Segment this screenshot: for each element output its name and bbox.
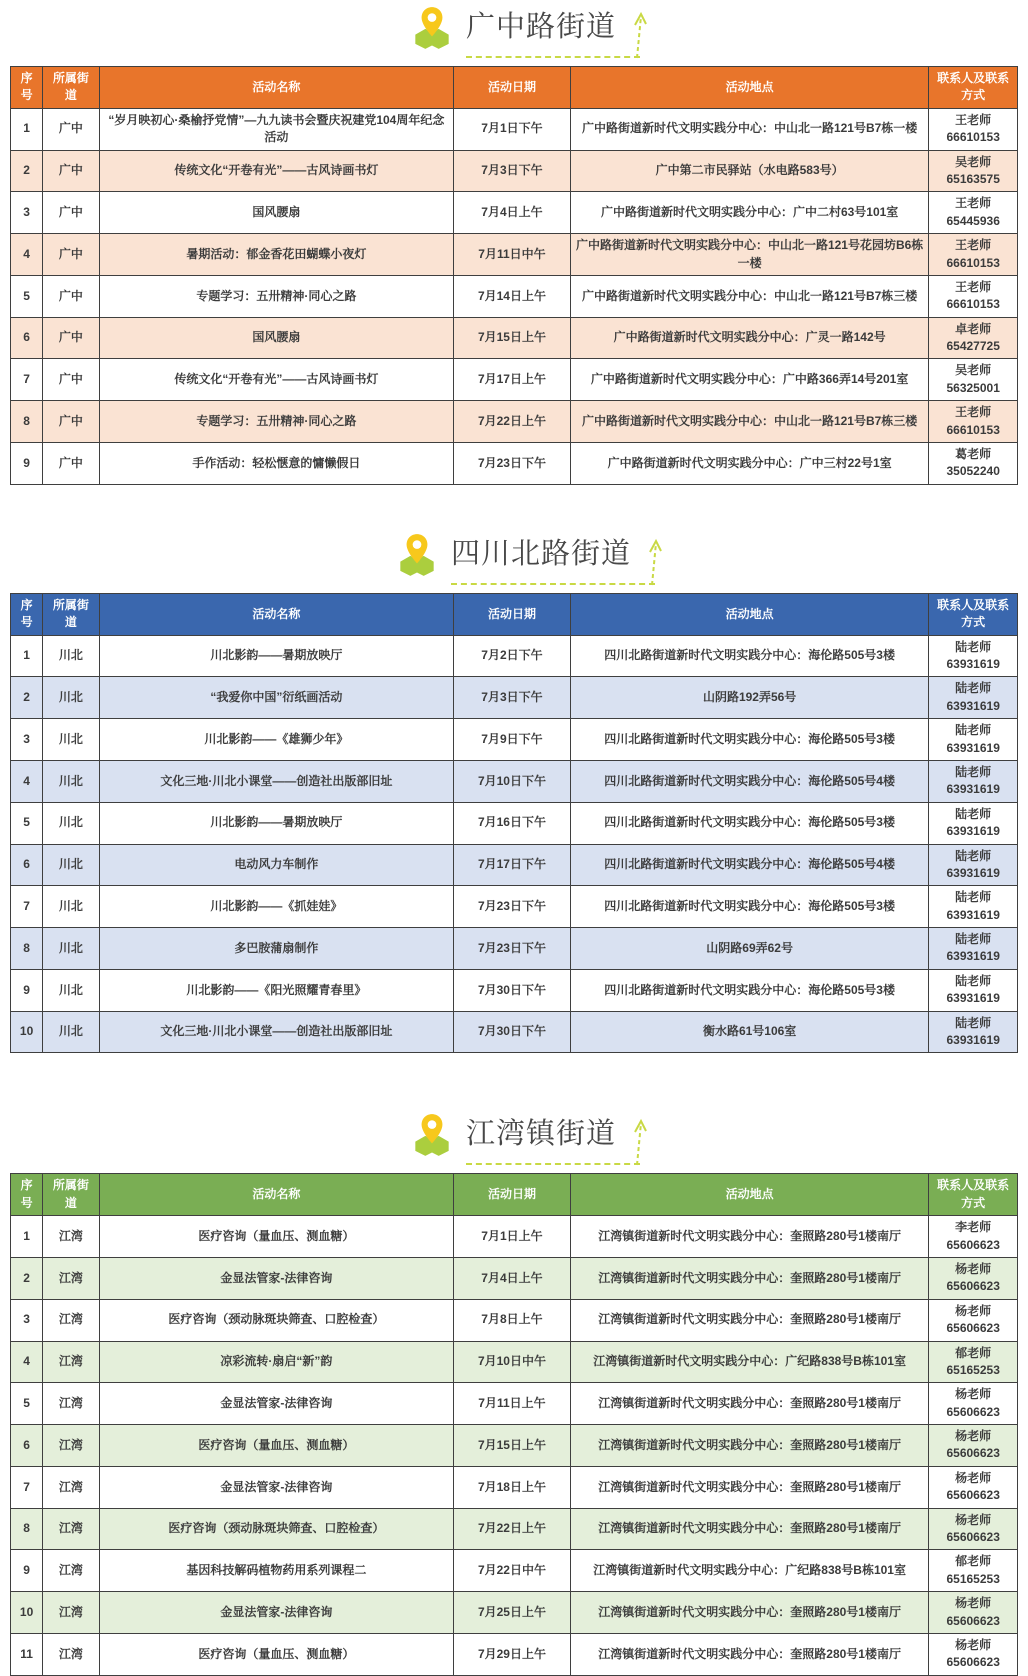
table-cell: 基因科技解码植物药用系列课程二 xyxy=(99,1550,453,1592)
table-cell: 金显法管家-法律咨询 xyxy=(99,1383,453,1425)
table-cell: 陆老师63931619 xyxy=(929,760,1018,802)
table-cell: 7月23日下午 xyxy=(454,886,571,928)
table-cell: 7月1日上午 xyxy=(454,1216,571,1258)
table-cell: 陆老师63931619 xyxy=(929,844,1018,886)
table-cell: 医疗咨询（颈动脉斑块筛查、口腔检查） xyxy=(99,1299,453,1341)
table-cell: 四川北路街道新时代文明实践分中心：海伦路505号3楼 xyxy=(570,886,929,928)
table-row xyxy=(11,677,1018,719)
table-cell: 杨老师65606623 xyxy=(929,1257,1018,1299)
table-cell: 江湾 xyxy=(43,1508,99,1550)
table-cell: 陆老师63931619 xyxy=(929,1011,1018,1053)
table-row xyxy=(11,760,1018,802)
location-pin-icon xyxy=(397,533,437,577)
table-cell: 杨老师65606623 xyxy=(929,1592,1018,1634)
table-cell: 专题学习：五卅精神·同心之路 xyxy=(99,275,453,317)
table-cell: 吴老师56325001 xyxy=(929,359,1018,401)
table-cell: 文化三地·川北小课堂——创造社出版部旧址 xyxy=(99,760,453,802)
table-row xyxy=(11,969,1018,1011)
table-row xyxy=(11,1011,1018,1053)
table-cell: 江湾 xyxy=(43,1425,99,1467)
table-cell: 7月30日下午 xyxy=(454,969,571,1011)
table-cell: 郁老师65165253 xyxy=(929,1341,1018,1383)
table-cell: 1 xyxy=(11,635,43,677)
column-header: 序号 xyxy=(11,67,43,109)
table-cell: 江湾镇街道新时代文明实践分中心：奎照路280号1楼南厅 xyxy=(570,1299,929,1341)
table-row xyxy=(11,928,1018,970)
table-cell: 7月22日中午 xyxy=(454,1550,571,1592)
table-cell: 广中路街道新时代文明实践分中心：广中三村22号1室 xyxy=(570,443,929,485)
table-row xyxy=(11,1508,1018,1550)
section-sichuan-north-road xyxy=(0,533,1028,1054)
table-cell: 7月22日上午 xyxy=(454,1508,571,1550)
activities-table xyxy=(10,66,1018,485)
table-cell: 7月16日下午 xyxy=(454,802,571,844)
table-cell: 5 xyxy=(11,1383,43,1425)
table-cell: 郁老师65165253 xyxy=(929,1550,1018,1592)
table-cell: 王老师66610153 xyxy=(929,275,1018,317)
table-row xyxy=(11,1466,1018,1508)
table-cell: 川北 xyxy=(43,886,99,928)
table-cell: 川北影韵——《阳光照耀青春里》 xyxy=(99,969,453,1011)
section-title: 四川北路街道 xyxy=(450,537,631,570)
table-cell: 江湾镇街道新时代文明实践分中心：奎照路280号1楼南厅 xyxy=(570,1257,929,1299)
table-row xyxy=(11,635,1018,677)
table-cell: 电动风力车制作 xyxy=(99,844,453,886)
table-cell: 江湾镇街道新时代文明实践分中心：奎照路280号1楼南厅 xyxy=(570,1466,929,1508)
table-cell: “岁月映初心·桑榆抒党情”—九九读书会暨庆祝建党104周年纪念活动 xyxy=(99,108,453,150)
table-cell: 四川北路街道新时代文明实践分中心：海伦路505号4楼 xyxy=(570,844,929,886)
table-cell: 广中 xyxy=(43,108,99,150)
table-cell: 王老师66610153 xyxy=(929,401,1018,443)
up-arrow-decoration xyxy=(628,1115,650,1167)
table-cell: 国风腰扇 xyxy=(99,317,453,359)
table-cell: 7月11日中午 xyxy=(454,234,571,276)
table-cell: 四川北路街道新时代文明实践分中心：海伦路505号4楼 xyxy=(570,760,929,802)
table-cell: 广中 xyxy=(43,317,99,359)
table-cell: 医疗咨询（颈动脉斑块筛查、口腔检查） xyxy=(99,1508,453,1550)
table-cell: 传统文化“开卷有光”——古风诗画书灯 xyxy=(99,150,453,192)
table-cell: 2 xyxy=(11,677,43,719)
table-row xyxy=(11,150,1018,192)
location-pin-icon xyxy=(412,6,452,50)
table-cell: 专题学习：五卅精神·同心之路 xyxy=(99,401,453,443)
table-cell: 广中 xyxy=(43,443,99,485)
column-header: 所属街道 xyxy=(43,67,99,109)
table-cell: 川北影韵——《雄狮少年》 xyxy=(99,719,453,761)
table-cell: 江湾 xyxy=(43,1341,99,1383)
table-cell: 3 xyxy=(11,719,43,761)
table-cell: 7月23日下午 xyxy=(454,928,571,970)
table-cell: 广中 xyxy=(43,359,99,401)
table-cell: 王老师65445936 xyxy=(929,192,1018,234)
table-cell: 2 xyxy=(11,1257,43,1299)
section-spacer xyxy=(0,485,1028,533)
section-title: 广中路街道 xyxy=(465,11,616,44)
table-cell: 10 xyxy=(11,1011,43,1053)
table-cell: 3 xyxy=(11,1299,43,1341)
table-cell: 川北 xyxy=(43,802,99,844)
table-cell: 7月18日上午 xyxy=(454,1466,571,1508)
table-cell: 7月15日上午 xyxy=(454,1425,571,1467)
section-header xyxy=(0,1113,1028,1165)
table-row xyxy=(11,359,1018,401)
table-cell: 8 xyxy=(11,1508,43,1550)
table-cell: 江湾镇街道新时代文明实践分中心：广纪路838号B栋101室 xyxy=(570,1550,929,1592)
table-cell: 7月17日上午 xyxy=(454,359,571,401)
table-cell: 7 xyxy=(11,886,43,928)
table-cell: 江湾 xyxy=(43,1383,99,1425)
table-cell: 凉彩流转·扇启“新”韵 xyxy=(99,1341,453,1383)
table-cell: 6 xyxy=(11,1425,43,1467)
location-pin-icon xyxy=(412,1113,452,1157)
table-row xyxy=(11,802,1018,844)
table-cell: 广中 xyxy=(43,234,99,276)
section-guangzhong-road xyxy=(0,6,1028,485)
table-cell: 广中路街道新时代文明实践分中心：广中路366弄14号201室 xyxy=(570,359,929,401)
table-cell: 手作活动：轻松惬意的慵懒假日 xyxy=(99,443,453,485)
table-cell: 5 xyxy=(11,275,43,317)
column-header: 联系人及联系方式 xyxy=(929,1174,1018,1216)
table-cell: 医疗咨询（量血压、测血糖） xyxy=(99,1425,453,1467)
table-cell: 川北影韵——《抓娃娃》 xyxy=(99,886,453,928)
table-cell: 陆老师63931619 xyxy=(929,928,1018,970)
table-row xyxy=(11,192,1018,234)
table-cell: 8 xyxy=(11,401,43,443)
table-cell: 江湾镇街道新时代文明实践分中心：奎照路280号1楼南厅 xyxy=(570,1383,929,1425)
table-cell: 山阴路192弄56号 xyxy=(570,677,929,719)
table-cell: 7月14日上午 xyxy=(454,275,571,317)
up-arrow-decoration xyxy=(643,535,665,587)
table-cell: 10 xyxy=(11,1592,43,1634)
column-header: 活动地点 xyxy=(570,593,929,635)
dashed-underline-decoration xyxy=(451,583,655,585)
table-cell: 广中路街道新时代文明实践分中心：广灵一路142号 xyxy=(570,317,929,359)
column-header: 序号 xyxy=(11,593,43,635)
table-cell: 广中路街道新时代文明实践分中心：中山北一路121号B7栋三楼 xyxy=(570,275,929,317)
column-header: 活动名称 xyxy=(99,67,453,109)
table-cell: 川北 xyxy=(43,969,99,1011)
table-cell: 金显法管家-法律咨询 xyxy=(99,1592,453,1634)
column-header: 活动日期 xyxy=(454,593,571,635)
table-cell: 7月29日上午 xyxy=(454,1634,571,1676)
table-cell: 1 xyxy=(11,1216,43,1258)
table-cell: 陆老师63931619 xyxy=(929,677,1018,719)
table-cell: 江湾 xyxy=(43,1466,99,1508)
section-jiangwan-town xyxy=(0,1113,1028,1675)
table-cell: 11 xyxy=(11,1634,43,1676)
table-cell: 7月30日下午 xyxy=(454,1011,571,1053)
table-cell: 川北 xyxy=(43,635,99,677)
table-cell: 7月4日上午 xyxy=(454,192,571,234)
table-cell: 医疗咨询（量血压、测血糖） xyxy=(99,1216,453,1258)
table-cell: 5 xyxy=(11,802,43,844)
table-cell: 四川北路街道新时代文明实践分中心：海伦路505号3楼 xyxy=(570,719,929,761)
table-cell: 广中路街道新时代文明实践分中心：中山北一路121号B7栋一楼 xyxy=(570,108,929,150)
table-cell: 7 xyxy=(11,359,43,401)
table-cell: 川北 xyxy=(43,760,99,802)
table-cell: 杨老师65606623 xyxy=(929,1466,1018,1508)
table-row xyxy=(11,1634,1018,1676)
table-cell: 9 xyxy=(11,443,43,485)
table-row xyxy=(11,1550,1018,1592)
dashed-underline-decoration xyxy=(466,1163,640,1165)
table-cell: 江湾镇街道新时代文明实践分中心：奎照路280号1楼南厅 xyxy=(570,1216,929,1258)
table-cell: 陆老师63931619 xyxy=(929,802,1018,844)
table-cell: 金显法管家-法律咨询 xyxy=(99,1466,453,1508)
table-cell: 7月3日下午 xyxy=(454,677,571,719)
table-cell: 江湾 xyxy=(43,1550,99,1592)
table-row xyxy=(11,401,1018,443)
table-cell: 暑期活动：郁金香花田蝴蝶小夜灯 xyxy=(99,234,453,276)
section-title: 江湾镇街道 xyxy=(465,1118,616,1151)
table-cell: 川北影韵——暑期放映厅 xyxy=(99,635,453,677)
table-row xyxy=(11,844,1018,886)
table-cell: 7月8日上午 xyxy=(454,1299,571,1341)
column-header: 联系人及联系方式 xyxy=(929,67,1018,109)
table-cell: 江湾镇街道新时代文明实践分中心：奎照路280号1楼南厅 xyxy=(570,1634,929,1676)
table-cell: 杨老师65606623 xyxy=(929,1508,1018,1550)
table-cell: 江湾 xyxy=(43,1634,99,1676)
table-cell: 川北 xyxy=(43,1011,99,1053)
table-cell: 广中第二市民驿站（水电路583号） xyxy=(570,150,929,192)
table-cell: 7月10日下午 xyxy=(454,760,571,802)
table-cell: 7月11日上午 xyxy=(454,1383,571,1425)
dashed-underline-decoration xyxy=(466,56,640,58)
table-row xyxy=(11,719,1018,761)
table-cell: 江湾 xyxy=(43,1257,99,1299)
table-cell: 川北影韵——暑期放映厅 xyxy=(99,802,453,844)
table-cell: 2 xyxy=(11,150,43,192)
section-header xyxy=(0,533,1028,585)
table-row xyxy=(11,1425,1018,1467)
table-cell: 江湾镇街道新时代文明实践分中心：广纪路838号B栋101室 xyxy=(570,1341,929,1383)
table-row xyxy=(11,1216,1018,1258)
table-header-row xyxy=(11,1174,1018,1216)
table-cell: 1 xyxy=(11,108,43,150)
table-cell: 陆老师63931619 xyxy=(929,635,1018,677)
table-row xyxy=(11,1383,1018,1425)
table-cell: 广中路街道新时代文明实践分中心：广中二村63号101室 xyxy=(570,192,929,234)
table-cell: 江湾镇街道新时代文明实践分中心：奎照路280号1楼南厅 xyxy=(570,1508,929,1550)
table-cell: 陆老师63931619 xyxy=(929,969,1018,1011)
table-cell: 医疗咨询（量血压、测血糖） xyxy=(99,1634,453,1676)
table-cell: 江湾 xyxy=(43,1299,99,1341)
table-header-row xyxy=(11,593,1018,635)
column-header: 活动地点 xyxy=(570,1174,929,1216)
table-cell: 四川北路街道新时代文明实践分中心：海伦路505号3楼 xyxy=(570,635,929,677)
table-cell: 4 xyxy=(11,234,43,276)
column-header: 活动日期 xyxy=(454,67,571,109)
table-cell: 杨老师65606623 xyxy=(929,1425,1018,1467)
activities-table xyxy=(10,1173,1018,1675)
table-cell: 7月25日上午 xyxy=(454,1592,571,1634)
table-cell: 9 xyxy=(11,969,43,1011)
table-cell: 7月15日上午 xyxy=(454,317,571,359)
table-cell: 川北 xyxy=(43,928,99,970)
column-header: 活动地点 xyxy=(570,67,929,109)
table-cell: 广中 xyxy=(43,275,99,317)
table-cell: 吴老师65163575 xyxy=(929,150,1018,192)
table-cell: 7月23日下午 xyxy=(454,443,571,485)
table-row xyxy=(11,1592,1018,1634)
column-header: 活动名称 xyxy=(99,1174,453,1216)
table-cell: 7月9日下午 xyxy=(454,719,571,761)
table-cell: 四川北路街道新时代文明实践分中心：海伦路505号3楼 xyxy=(570,802,929,844)
table-cell: 川北 xyxy=(43,844,99,886)
table-cell: 杨老师65606623 xyxy=(929,1634,1018,1676)
table-row xyxy=(11,275,1018,317)
table-cell: 4 xyxy=(11,1341,43,1383)
table-cell: 4 xyxy=(11,760,43,802)
table-cell: 7月22日上午 xyxy=(454,401,571,443)
table-cell: 李老师65606623 xyxy=(929,1216,1018,1258)
up-arrow-decoration xyxy=(628,8,650,60)
table-cell: “我爱你中国”衍纸画活动 xyxy=(99,677,453,719)
table-cell: 多巴胺蒲扇制作 xyxy=(99,928,453,970)
table-cell: 7月2日下午 xyxy=(454,635,571,677)
table-cell: 9 xyxy=(11,1550,43,1592)
table-cell: 卓老师65427725 xyxy=(929,317,1018,359)
column-header: 活动名称 xyxy=(99,593,453,635)
table-cell: 广中路街道新时代文明实践分中心：中山北一路121号B7栋三楼 xyxy=(570,401,929,443)
table-row xyxy=(11,317,1018,359)
table-cell: 7月4日上午 xyxy=(454,1257,571,1299)
table-row xyxy=(11,108,1018,150)
table-cell: 广中路街道新时代文明实践分中心：中山北一路121号花园坊B6栋一楼 xyxy=(570,234,929,276)
table-cell: 衡水路61号106室 xyxy=(570,1011,929,1053)
table-cell: 广中 xyxy=(43,401,99,443)
table-cell: 陆老师63931619 xyxy=(929,886,1018,928)
table-cell: 金显法管家-法律咨询 xyxy=(99,1257,453,1299)
column-header: 所属街道 xyxy=(43,593,99,635)
table-cell: 国风腰扇 xyxy=(99,192,453,234)
table-cell: 7 xyxy=(11,1466,43,1508)
table-row xyxy=(11,886,1018,928)
table-row xyxy=(11,1299,1018,1341)
table-cell: 川北 xyxy=(43,677,99,719)
column-header: 活动日期 xyxy=(454,1174,571,1216)
table-cell: 江湾镇街道新时代文明实践分中心：奎照路280号1楼南厅 xyxy=(570,1592,929,1634)
table-cell: 杨老师65606623 xyxy=(929,1299,1018,1341)
table-cell: 四川北路街道新时代文明实践分中心：海伦路505号3楼 xyxy=(570,969,929,1011)
table-cell: 江湾 xyxy=(43,1216,99,1258)
table-cell: 7月10日中午 xyxy=(454,1341,571,1383)
table-row xyxy=(11,234,1018,276)
table-cell: 8 xyxy=(11,928,43,970)
table-cell: 王老师66610153 xyxy=(929,234,1018,276)
table-row xyxy=(11,443,1018,485)
table-header-row xyxy=(11,67,1018,109)
section-spacer xyxy=(0,1053,1028,1113)
column-header: 联系人及联系方式 xyxy=(929,593,1018,635)
table-cell: 山阴路69弄62号 xyxy=(570,928,929,970)
activities-table xyxy=(10,593,1018,1054)
table-cell: 川北 xyxy=(43,719,99,761)
table-cell: 陆老师63931619 xyxy=(929,719,1018,761)
table-row xyxy=(11,1341,1018,1383)
table-cell: 6 xyxy=(11,844,43,886)
table-cell: 广中 xyxy=(43,150,99,192)
table-cell: 3 xyxy=(11,192,43,234)
table-cell: 葛老师35052240 xyxy=(929,443,1018,485)
table-cell: 江湾 xyxy=(43,1592,99,1634)
table-cell: 文化三地·川北小课堂——创造社出版部旧址 xyxy=(99,1011,453,1053)
table-cell: 杨老师65606623 xyxy=(929,1383,1018,1425)
table-cell: 传统文化“开卷有光”——古风诗画书灯 xyxy=(99,359,453,401)
table-cell: 7月1日下午 xyxy=(454,108,571,150)
table-row xyxy=(11,1257,1018,1299)
column-header: 所属街道 xyxy=(43,1174,99,1216)
table-cell: 7月3日下午 xyxy=(454,150,571,192)
table-cell: 广中 xyxy=(43,192,99,234)
column-header: 序号 xyxy=(11,1174,43,1216)
table-cell: 江湾镇街道新时代文明实践分中心：奎照路280号1楼南厅 xyxy=(570,1425,929,1467)
table-cell: 6 xyxy=(11,317,43,359)
section-header xyxy=(0,6,1028,58)
table-cell: 7月17日下午 xyxy=(454,844,571,886)
table-cell: 王老师66610153 xyxy=(929,108,1018,150)
